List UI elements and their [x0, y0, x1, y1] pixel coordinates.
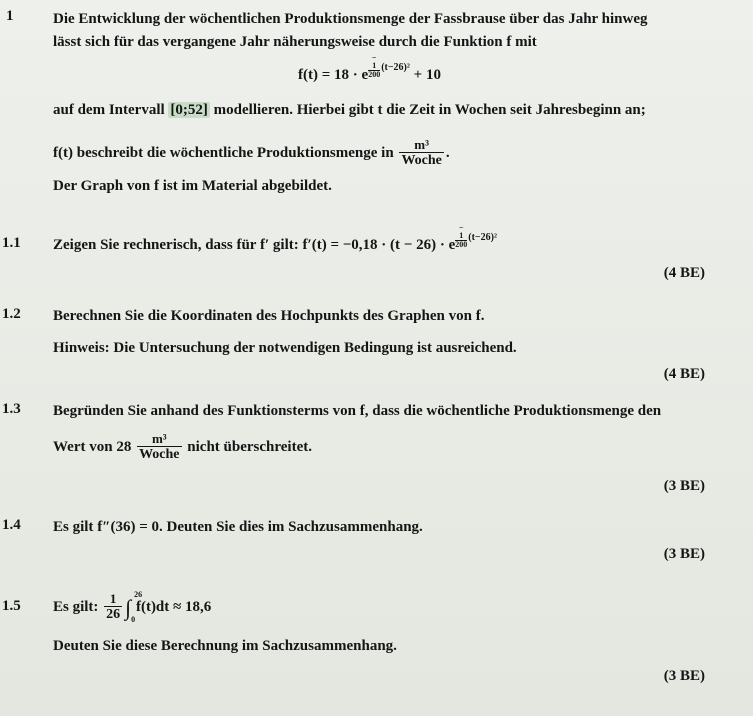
points-badge: (4 BE) — [663, 265, 705, 281]
value-suffix: nicht überschreitet. — [187, 438, 312, 455]
subtask-number: 1.5 — [2, 598, 21, 614]
subtask-text: Berechnen Sie die Koordinaten des Hochpunkts des Graphen von f. — [53, 308, 485, 324]
desc-suffix: . — [445, 144, 450, 161]
interval-value: [0;52] — [170, 102, 208, 118]
integrand: f(t)dt ≈ 18,6 — [135, 599, 212, 615]
text-prefix: Es gilt: — [53, 599, 99, 615]
task-number: 1 — [6, 8, 14, 24]
subtask-number: 1.1 — [2, 235, 21, 251]
frac-den: 26 — [106, 607, 121, 623]
unit-den: Woche — [139, 447, 180, 462]
subtask-1-5-line — [53, 589, 212, 624]
unit-num: m³ — [151, 431, 167, 446]
exp-tail: (t−26)² — [468, 232, 497, 243]
mean-fraction — [104, 592, 122, 623]
frac-num: 1 — [109, 591, 117, 607]
points-badge: (3 BE) — [663, 546, 705, 562]
points-badge: (4 BE) — [663, 366, 705, 382]
points-badge: (3 BE) — [663, 478, 705, 494]
function-lhs: f(t) = 18 · e — [298, 67, 369, 83]
value-prefix: Wert von 28 — [53, 438, 132, 455]
second-derivative-formula: f″(36) = 0 — [97, 519, 160, 535]
subtask-1-1-line — [53, 223, 497, 256]
function-exponent — [368, 54, 380, 79]
subtask-number: 1.4 — [2, 517, 21, 533]
interval-line — [53, 101, 646, 119]
intro-line-1: Die Entwicklung der wöchentlichen Produktionsmenge der Fassbrause über das Jahr hinweg — [53, 11, 648, 27]
subtask-1-4-line — [53, 518, 423, 536]
text-prefix: Es gilt — [53, 519, 94, 535]
exp-num: − 1 — [371, 53, 377, 70]
subtask-number: 1.3 — [2, 401, 21, 417]
integral-sign: ∫ 26 0 — [125, 589, 143, 624]
function-definition — [298, 53, 441, 86]
exp-num: − 1 — [458, 223, 464, 240]
unit-fraction — [137, 432, 181, 463]
unit-den: Woche — [401, 153, 442, 168]
unit-num: m³ — [414, 137, 430, 152]
exp-tail: (t−26)² — [381, 62, 410, 73]
intro-line-2: lässt sich für das vergangene Jahr näherungsweise durch die Funktion f mit — [53, 34, 537, 50]
points-badge: (3 BE) — [663, 668, 705, 684]
interval-prefix: auf dem Intervall — [53, 102, 165, 118]
text-suffix: . Deuten Sie dies im Sachzusammenhang. — [159, 519, 423, 535]
integral-upper: 26 — [134, 589, 143, 599]
function-rhs: + 10 — [413, 67, 441, 83]
exp-den: 200 — [455, 240, 468, 249]
desc-prefix: f(t) beschreibt die wöchentliche Produktionsmenge in — [53, 144, 394, 161]
unit-fraction — [399, 138, 443, 169]
interval-suffix: modellieren. Hierbei gibt t die Zeit in Wochen seit Jahresbeginn an; — [213, 102, 646, 118]
graph-note: Der Graph von f ist im Material abgebildet. — [53, 178, 332, 194]
subtask-text: Zeigen Sie rechnerisch, dass für f′ gilt: — [53, 237, 299, 253]
subtask-1-3-line-2 — [53, 432, 312, 463]
subtask-number: 1.2 — [2, 306, 21, 322]
derivative-formula: f′(t) = −0,18 · (t − 26) · e — [302, 237, 456, 253]
subtask-hint: Hinweis: Die Untersuchung der notwendigen Bedingung ist ausreichend. — [53, 340, 517, 356]
description-line — [53, 138, 450, 169]
derivative-exponent — [455, 224, 467, 249]
subtask-text: Begründen Sie anhand des Funktionsterms von f, dass die wöchentliche Produktionsmenge den — [53, 403, 662, 419]
exp-den: 200 — [368, 70, 381, 79]
subtask-text-2: Deuten Sie diese Berechnung im Sachzusammenhang. — [53, 638, 397, 654]
integral-lower: 0 — [131, 614, 136, 624]
